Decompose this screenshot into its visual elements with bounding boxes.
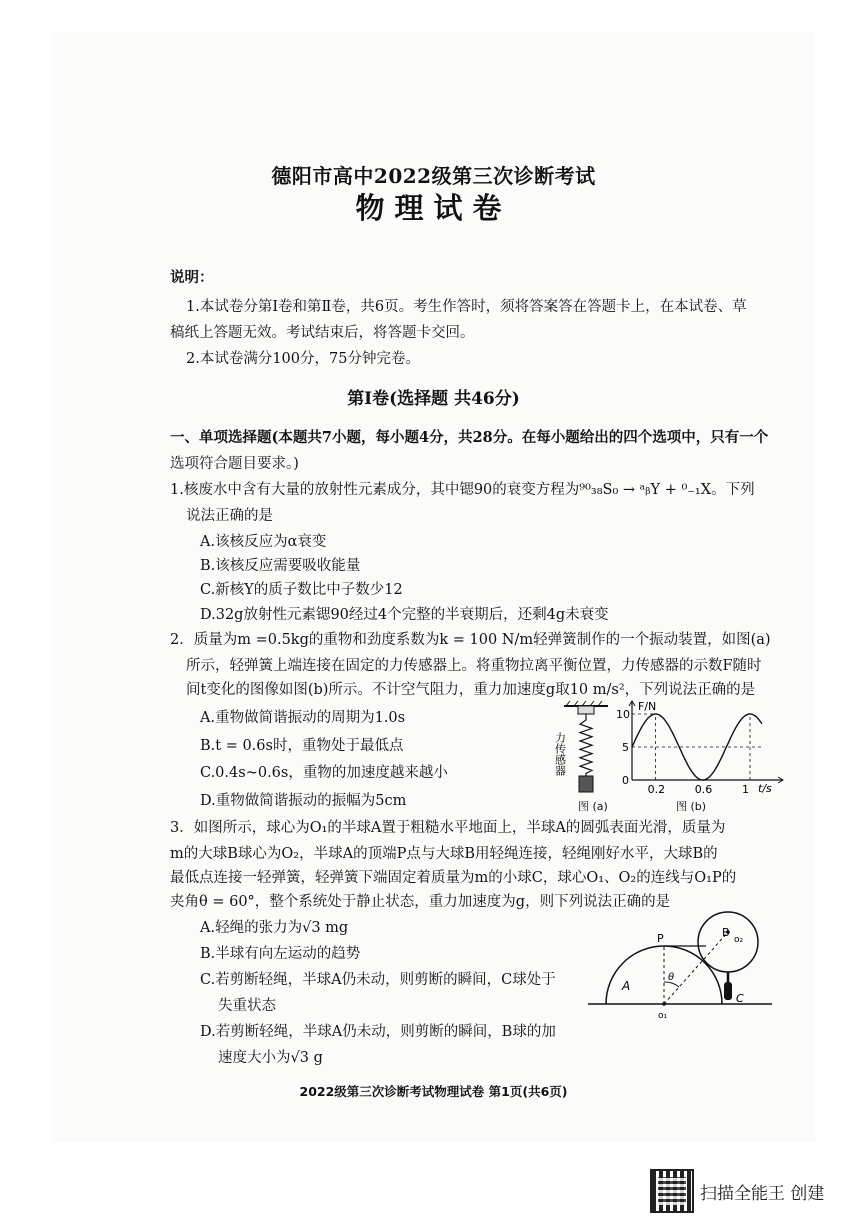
x-tick-label: 0.2 bbox=[647, 783, 666, 796]
q2-stem-line-2: 所示，轻弹簧上端连接在固定的力传感器上。将重物拉离平衡位置，力传感器的示数F随时 bbox=[186, 658, 762, 674]
sensor-label: 力传感器 bbox=[553, 732, 567, 776]
force-sensor bbox=[578, 706, 594, 714]
q2-option-d: D.重物做简谐振动的振幅为5cm bbox=[200, 793, 407, 809]
spring bbox=[580, 714, 592, 776]
instruction-1-line-1: 1.本试卷分第Ⅰ卷和第Ⅱ卷，共6页。考生作答时，须将答案答在答题卡上，在本试卷、草 bbox=[186, 299, 747, 315]
q2-stem-line-3: 间t变化的图像如图(b)所示。不计空气阻力，重力加速度g取10 m/s²，下列说法正确的是 bbox=[186, 682, 756, 698]
qr-code-icon bbox=[650, 1169, 694, 1213]
figure-a-caption: 图 (a) bbox=[578, 800, 608, 813]
x-tick-label: 1 bbox=[742, 783, 749, 796]
line-o1-o2 bbox=[664, 932, 728, 1004]
q2-option-a: A.重物做简谐振动的周期为1.0s bbox=[200, 710, 406, 726]
label-p: P bbox=[657, 932, 664, 945]
q1-stem-tail: 。下列 bbox=[711, 482, 755, 498]
q3-option-c-line-1: C.若剪断轻绳，半球A仍未动，则剪断的瞬间，C球处于 bbox=[200, 972, 556, 988]
label-c: C bbox=[736, 992, 744, 1005]
q1-option-d: D.32g放射性元素锶90经过4个完整的半衰期后，还剩4g未衰变 bbox=[200, 607, 609, 623]
label-theta: θ bbox=[668, 972, 675, 983]
figure-a-spring-device bbox=[550, 700, 620, 812]
instruction-1-line-2: 稿纸上答题无效。考试结束后，将答题卡交回。 bbox=[170, 325, 475, 341]
ball-c bbox=[724, 982, 732, 1000]
instructions-heading: 说明： bbox=[170, 269, 214, 286]
ball-b bbox=[698, 912, 758, 972]
q2-stem-line-1: 2．质量为m =0.5kg的重物和劲度系数为k = 100 N/m轻弹簧制作的一个振动装置，如图(a) bbox=[170, 632, 771, 648]
q3-figure bbox=[588, 910, 778, 1026]
label-o2: o₂ bbox=[734, 935, 744, 945]
dashed-guides bbox=[632, 714, 762, 780]
q2-option-c: C.0.4s~0.6s，重物的加速度越来越小 bbox=[200, 765, 448, 781]
q3-stem-line-2: m的大球B球心为O₂，半球A的顶端P点与大球B用轻绳连接，轻绳刚好水平，大球B的 bbox=[170, 846, 718, 862]
y-axis-label: F/N bbox=[638, 700, 657, 713]
figure-b-chart bbox=[612, 698, 792, 802]
q3-option-a: A.轻绳的张力为√3 mg bbox=[200, 920, 349, 936]
page-footer: 2022级第三次诊断考试物理试卷 第1页(共6页) bbox=[299, 1084, 568, 1099]
q3-stem-line-3: 最低点连接一轻弹簧，轻弹簧下端固定着质量为m的小球C，球心O₁、O₂的连线与O₁P的 bbox=[170, 870, 737, 886]
y-tick-label: 5 bbox=[622, 741, 629, 754]
q3-option-b: B.半球有向左运动的趋势 bbox=[200, 946, 361, 962]
q2-option-b: B.t = 0.6s时，重物处于最低点 bbox=[200, 738, 404, 754]
figure-b-caption: 图 (b) bbox=[676, 800, 707, 813]
q1-option-a: A.该核反应为α衰变 bbox=[200, 534, 327, 550]
x-axis-label: t/s bbox=[758, 782, 772, 795]
q3-option-d-line-1: D.若剪断轻绳，半球A仍未动，则剪断的瞬间，B球的加 bbox=[200, 1024, 556, 1040]
q1-stem-line-1 bbox=[170, 480, 755, 500]
q3-option-d-line-2: 速度大小为√3 g bbox=[218, 1050, 323, 1066]
label-a: A bbox=[622, 979, 631, 993]
y-tick-labels bbox=[616, 708, 630, 787]
exam-title: 德阳市高中2022级第三次诊断考试 bbox=[271, 164, 596, 188]
weight-block bbox=[579, 776, 593, 792]
subject-title: 物理试卷 bbox=[355, 191, 512, 225]
q1-stem-text: 1.核废水中含有大量的放射性元素成分，其中锶90的衰变方程为 bbox=[170, 482, 580, 498]
label-b: B bbox=[722, 926, 730, 939]
x-tick-label: 0.6 bbox=[694, 783, 713, 796]
section-title: 第Ⅰ卷(选择题 共46分) bbox=[347, 389, 520, 409]
q1-option-c: C.新核Y的质子数比中子数少12 bbox=[200, 582, 403, 598]
part-intro-line-2: 选项符合题目要求。) bbox=[170, 456, 299, 472]
y-tick-label: 10 bbox=[616, 708, 630, 721]
q1-option-b: B.该核反应需要吸收能量 bbox=[200, 558, 361, 574]
q1-stem-line-2: 说法正确的是 bbox=[186, 508, 273, 524]
label-o1: o₁ bbox=[658, 1011, 668, 1021]
scanner-watermark: 扫描全能王 创建 bbox=[700, 1184, 825, 1204]
q1-equation: ⁹⁰₃₈S₀ → ᵃᵦY + ⁰₋₁X bbox=[579, 482, 712, 498]
q3-stem-line-4: 夹角θ = 60°，整个系统处于静止状态，重力加速度为g，则下列说法正确的是 bbox=[170, 894, 671, 910]
y-tick-label: 0 bbox=[622, 774, 629, 787]
part-intro-line-1: 一、单项选择题(本题共7小题，每小题4分，共28分。在每小题给出的四个选项中，只有一个 bbox=[170, 429, 769, 446]
q3-option-c-line-2: 失重状态 bbox=[218, 998, 276, 1014]
instruction-2: 2.本试卷满分100分，75分钟完卷。 bbox=[186, 351, 420, 367]
q3-stem-line-1: 3．如图所示，球心为O₁的半球A置于粗糙水平地面上，半球A的圆弧表面光滑，质量为 bbox=[170, 820, 726, 836]
x-tick-labels bbox=[648, 783, 749, 796]
